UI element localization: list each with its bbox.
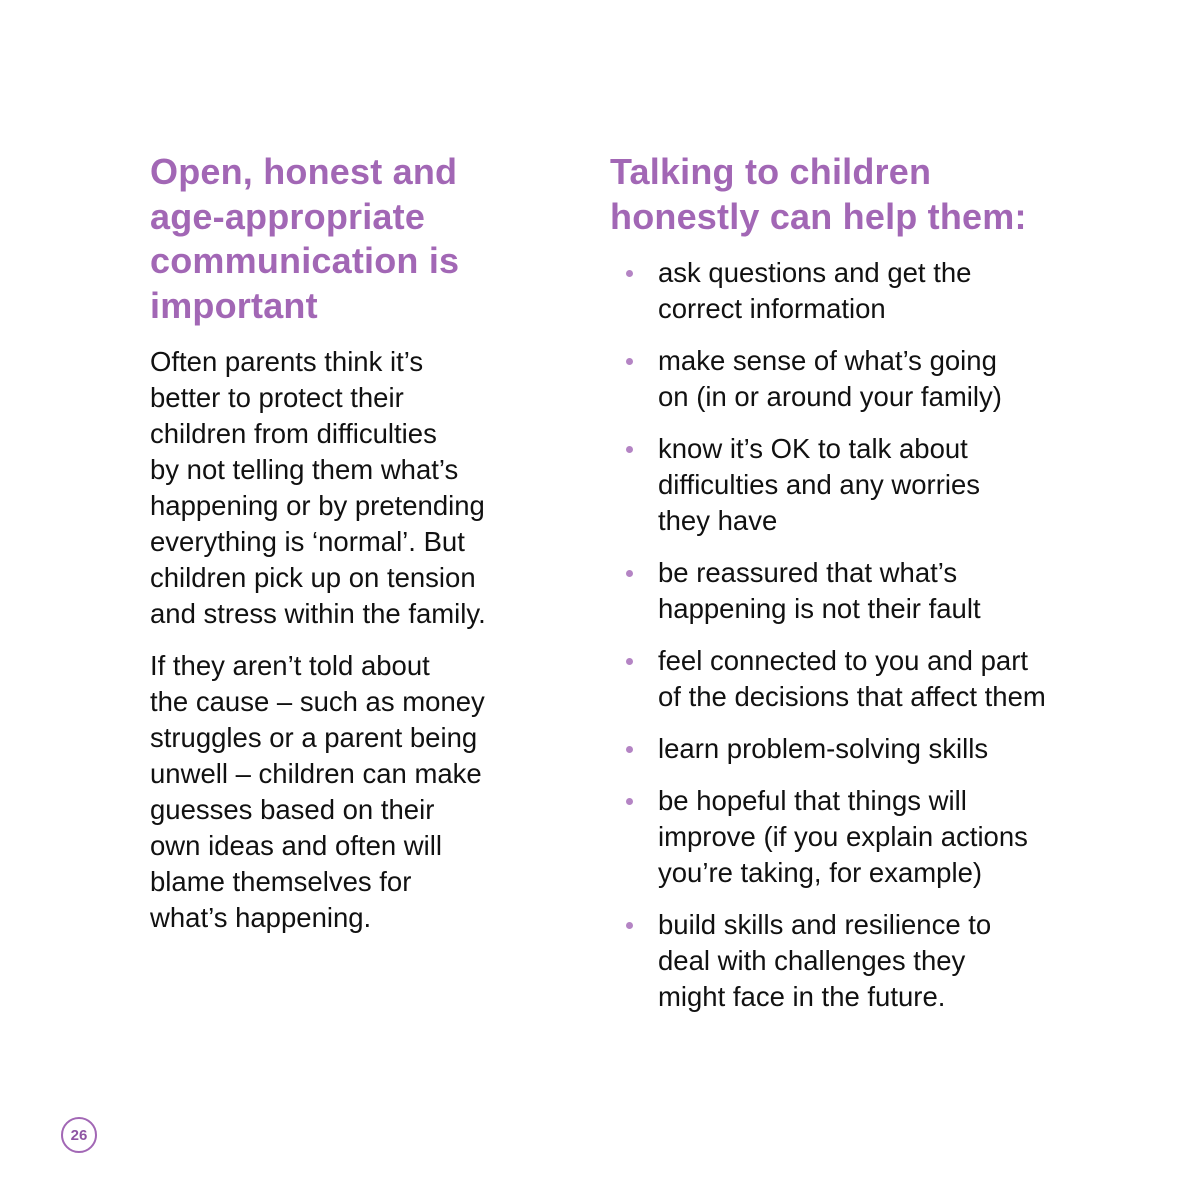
paragraph-line: and stress within the family. [150, 598, 486, 629]
paragraph-line: the cause – such as money [150, 686, 485, 717]
bullet-icon [626, 798, 633, 805]
list-item-line: might face in the future. [658, 981, 946, 1012]
benefits-list [610, 255, 1130, 1015]
left-paragraph-2 [150, 648, 550, 936]
left-heading-line: communication is [150, 240, 460, 281]
list-item [610, 731, 1130, 767]
paragraph-line: unwell – children can make [150, 758, 482, 789]
paragraph-line: happening or by pretending [150, 490, 485, 521]
bullet-icon [626, 270, 633, 277]
list-item [610, 255, 1130, 327]
list-item-line: build skills and resilience to [658, 909, 992, 940]
paragraph-line: by not telling them what’s [150, 454, 459, 485]
left-column [150, 150, 550, 952]
list-item [610, 431, 1130, 539]
paragraph-line: own ideas and often will [150, 830, 442, 861]
list-item [610, 783, 1130, 891]
list-item-line: they have [658, 505, 778, 536]
list-item-line: improve (if you explain actions [658, 821, 1028, 852]
list-item-line: ask questions and get the [658, 257, 972, 288]
list-item-line: deal with challenges they [658, 945, 966, 976]
right-heading [610, 150, 1130, 239]
right-heading-line: Talking to children [610, 151, 932, 192]
bullet-icon [626, 922, 633, 929]
paragraph-line: guesses based on their [150, 794, 435, 825]
right-heading-line: honestly can help them: [610, 195, 1027, 237]
list-item-line: on (in or around your family) [658, 381, 1002, 412]
paragraph-line: everything is ‘normal’. But [150, 526, 465, 557]
paragraph-line: Often parents think it’s [150, 346, 424, 377]
left-paragraph-1 [150, 344, 550, 632]
paragraph-line: If they aren’t told about [150, 650, 430, 681]
list-item-line: happening is not their fault [658, 593, 981, 624]
page-number-badge [61, 1117, 97, 1153]
list-item [610, 343, 1130, 415]
right-column [610, 150, 1130, 1031]
bullet-icon [626, 746, 633, 753]
list-item [610, 643, 1130, 715]
paragraph-line: better to protect their [150, 382, 404, 413]
list-item [610, 555, 1130, 627]
list-item-line: correct information [658, 293, 886, 324]
left-heading-line: important [150, 284, 318, 326]
list-item-line: be reassured that what’s [658, 557, 958, 588]
bullet-icon [626, 446, 633, 453]
paragraph-line: blame themselves for [150, 866, 412, 897]
list-item-line: you’re taking, for example) [658, 857, 983, 888]
left-heading [150, 150, 550, 328]
bullet-icon [626, 570, 633, 577]
list-item-line: learn problem-solving skills [658, 733, 989, 764]
list-item-line: be hopeful that things will [658, 785, 967, 816]
paragraph-line: what’s happening. [150, 902, 372, 933]
left-heading-line: Open, honest and [150, 151, 458, 192]
list-item-line: know it’s OK to talk about [658, 433, 968, 464]
list-item-line: difficulties and any worries [658, 469, 981, 500]
paragraph-line: struggles or a parent being [150, 722, 478, 753]
list-item-line: make sense of what’s going [658, 345, 997, 376]
list-item-line: of the decisions that affect them [658, 681, 1046, 712]
paragraph-line: children pick up on tension [150, 562, 476, 593]
bullet-icon [626, 658, 633, 665]
list-item [610, 907, 1130, 1015]
bullet-icon [626, 358, 633, 365]
list-item-line: feel connected to you and part [658, 645, 1028, 676]
left-heading-line: age-appropriate [150, 195, 426, 237]
paragraph-line: children from difficulties [150, 418, 437, 449]
page-number: 26 [70, 1126, 88, 1144]
